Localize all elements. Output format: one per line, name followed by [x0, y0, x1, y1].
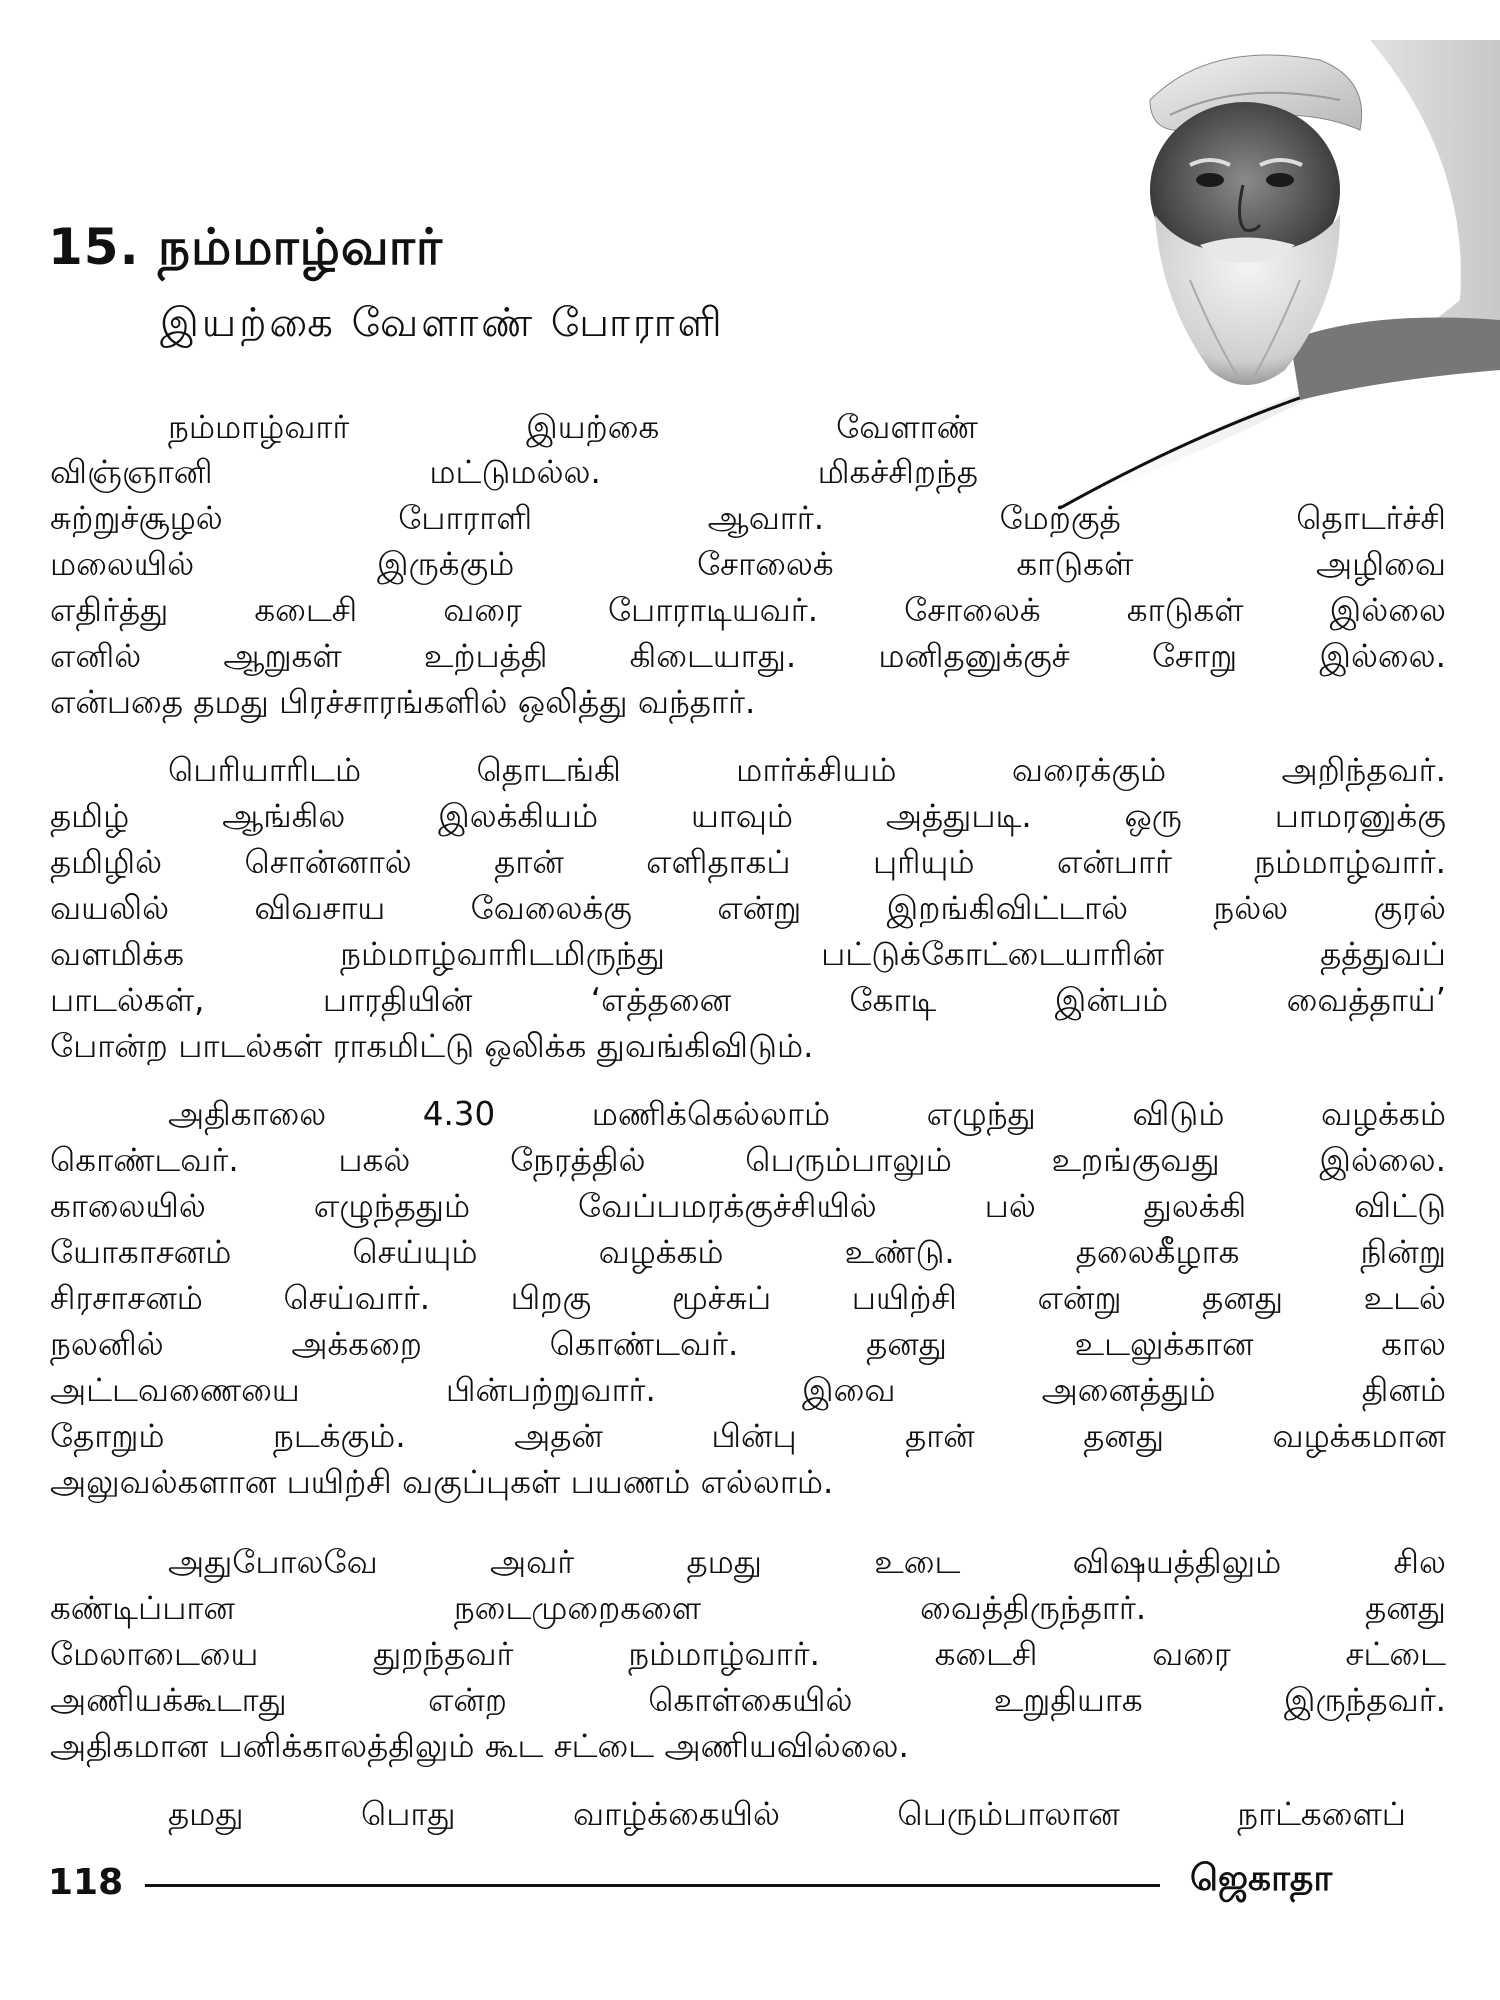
portrait-image: [1040, 40, 1500, 510]
paragraph-line: நலனில் அக்கறை கொண்டவர். தனது உடலுக்கான கால: [50, 1325, 1446, 1363]
paragraph-line: அலுவல்களான பயிற்சி வகுப்புகள் பயணம் எல்லாம்.: [50, 1463, 834, 1501]
paragraph-line: வயலில் விவசாய வேலைக்கு என்று இறங்கிவிட்டால் நல்ல குரல்: [50, 889, 1446, 927]
paragraph-line: அதிகமான பனிக்காலத்திலும் கூட சட்டை அணியவில்லை.: [50, 1727, 909, 1765]
paragraph-line: அணியக்கூடாது என்ற கொள்கையில் உறுதியாக இருந்தவர்.: [50, 1681, 1446, 1719]
paragraph-line: சுற்றுச்சூழல் போராளி ஆவார். மேற்குத் தொடர்ச்சி: [50, 499, 1446, 537]
paragraph-line: கண்டிப்பான நடைமுறைகளை வைத்திருந்தார். தனது: [50, 1589, 1446, 1627]
paragraph-line: மேலாடையை துறந்தவர் நம்மாழ்வார். கடைசி வரை சட்டை: [50, 1635, 1446, 1673]
page-number: 118: [48, 1862, 124, 1903]
paragraph-line: சிரசாசனம் செய்வார். பிறகு மூச்சுப் பயிற்சி என்று தனது உடல்: [50, 1279, 1446, 1317]
paragraph-line: மலையில் இருக்கும் சோலைக் காடுகள் அழிவை: [50, 545, 1446, 583]
author-name: ஜெகாதா: [1190, 1858, 1333, 1899]
paragraph-line: வளமிக்க நம்மாழ்வாரிடமிருந்து பட்டுக்கோட்டையாரின் தத்துவப்: [50, 935, 1446, 973]
chapter-subtitle: இயற்கை வேளாண் போராளி: [160, 300, 725, 346]
paragraph-line: எதிர்த்து கடைசி வரை போராடியவர். சோலைக் காடுகள் இல்லை: [50, 591, 1446, 629]
paragraph-line: தமிழ் ஆங்கில இலக்கியம் யாவும் அத்துபடி. ஒரு பாமரனுக்கு: [50, 797, 1446, 835]
paragraph-line: தமது பொது வாழ்க்கையில் பெரும்பாலான நாட்களைப்: [168, 1795, 1406, 1833]
paragraph-line: நம்மாழ்வார் இயற்கை வேளாண்: [168, 408, 978, 446]
paragraph-line: விஞ்ஞானி மட்டுமல்ல. மிகச்சிறந்த: [50, 453, 978, 491]
paragraph-line: கொண்டவர். பகல் நேரத்தில் பெரும்பாலும் உறங்குவது இல்லை.: [50, 1141, 1446, 1179]
paragraph-line: யோகாசனம் செய்யும் வழக்கம் உண்டு. தலைகீழாக நின்று: [50, 1233, 1446, 1271]
paragraph-line: அதுபோலவே அவர் தமது உடை விஷயத்திலும் சில: [168, 1543, 1446, 1581]
paragraph-line: தோறும் நடக்கும். அதன் பின்பு தான் தனது வழக்கமான: [50, 1417, 1446, 1455]
paragraph-line: தமிழில் சொன்னால் தான் எளிதாகப் புரியும் என்பார் நம்மாழ்வார்.: [50, 843, 1446, 881]
chapter-title: 15. நம்மாழ்வார்: [48, 218, 443, 276]
paragraph-line: என்பதை தமது பிரச்சாரங்களில் ஒலித்து வந்தார்.: [50, 683, 756, 721]
paragraph-line: அட்டவணையை பின்பற்றுவார். இவை அனைத்தும் தினம்: [50, 1371, 1446, 1409]
paragraph-line: பெரியாரிடம் தொடங்கி மார்க்சியம் வரைக்கும் அறிந்தவர்.: [168, 751, 1446, 789]
paragraph-line: எனில் ஆறுகள் உற்பத்தி கிடையாது. மனிதனுக்குச் சோறு இல்லை.: [50, 637, 1446, 675]
paragraph-line: போன்ற பாடல்கள் ராகமிட்டு ஒலிக்க துவங்கிவிடும்.: [50, 1027, 814, 1065]
paragraph-line: காலையில் எழுந்ததும் வேப்பமரக்குச்சியில் பல் துலக்கி விட்டு: [50, 1187, 1446, 1225]
footer-divider: [145, 1884, 1160, 1887]
paragraph-line: பாடல்கள், பாரதியின் ‘எத்தனை கோடி இன்பம் வைத்தாய்’: [50, 981, 1446, 1019]
paragraph-line: அதிகாலை 4.30 மணிக்கெல்லாம் எழுந்து விடும் வழக்கம்: [168, 1095, 1446, 1133]
